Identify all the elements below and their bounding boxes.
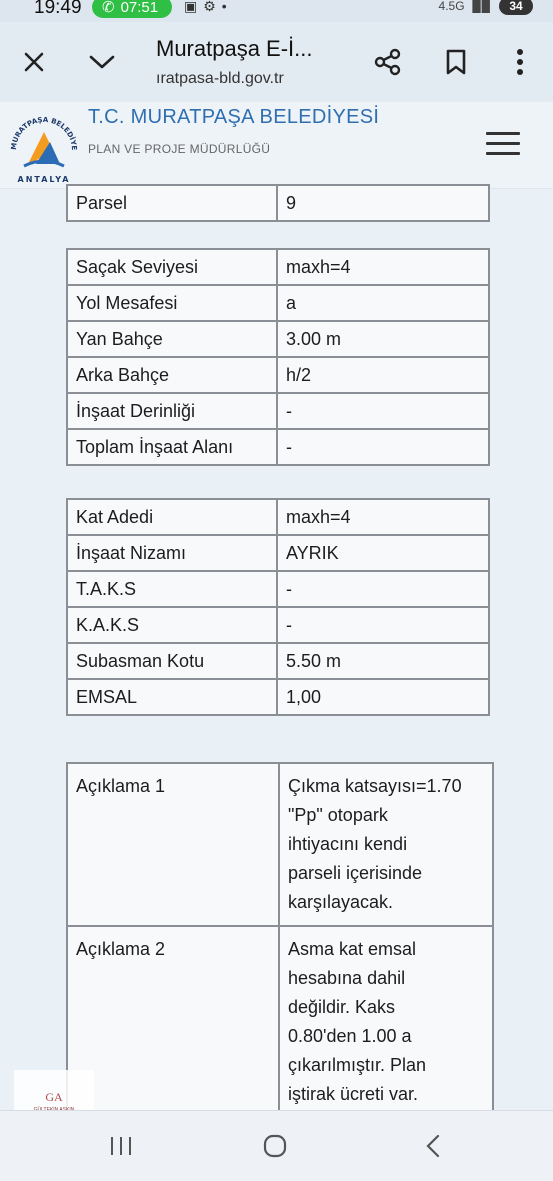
row-value: - [277,571,489,607]
row-value: AYRIK [277,535,489,571]
row-value: maxh=4 [277,249,489,285]
watermark-mark: GA [45,1090,63,1104]
row-value: 3.00 m [277,321,489,357]
status-right [439,0,533,15]
dot-icon: • [221,0,233,14]
system-nav-bar [0,1110,553,1181]
site-subtitle: PLAN VE PROJE MÜDÜRLÜĞÜ [88,142,271,156]
phone-icon: ✆ [102,0,115,16]
note-line: iştirak ücreti var. [288,1084,419,1104]
table-row [67,499,489,535]
row-value: - [277,393,489,429]
row-label: T.A.K.S [67,571,277,607]
share-icon[interactable] [368,42,408,82]
note-line: hesabına dahil [288,968,406,988]
note-line: Asma kat emsal [288,939,417,959]
row-label: Yan Bahçe [67,321,277,357]
row-value: h/2 [277,357,489,393]
note-value [279,926,493,1118]
row-label: Subasman Kotu [67,643,277,679]
recent-apps-icon[interactable] [106,1131,136,1161]
page-title[interactable]: Muratpaşa E-İ... [156,36,313,61]
site-title[interactable]: T.C. MURATPAŞA BELEDİYESİ [88,106,380,128]
network-type: 4.5G [438,0,465,13]
table-row [67,393,489,429]
call-timer: 07:51 [120,0,159,16]
notes-table [66,762,494,1119]
page-domain[interactable]: ıratpasa-bld.gov.tr [156,70,284,87]
chevron-down-icon[interactable] [82,42,122,82]
logo-city: ANTALYA [17,175,71,184]
home-icon[interactable] [260,1131,290,1161]
row-value: maxh=4 [277,499,489,535]
table-row [67,763,493,926]
notification-icons [184,0,233,15]
row-value: - [277,607,489,643]
row-label: Yol Mesafesi [67,285,277,321]
note-value [279,763,493,926]
logo-text: MURATPAŞA BELEDİYE [9,115,79,151]
status-time: 19:49 [34,0,82,18]
table-row [67,535,489,571]
table-row [67,926,493,1118]
note-line: "Pp" otopark [288,805,388,825]
parcel-table [66,184,490,222]
battery-icon: 34 [499,0,533,15]
building-table [66,498,490,716]
note-line: karşılayacak. [288,892,394,912]
row-value: 5.50 m [277,643,489,679]
table-row [67,321,489,357]
row-value: 1,00 [277,679,489,715]
table-row [67,607,489,643]
hamburger-menu-icon[interactable] [486,132,520,158]
table-row [67,679,489,715]
note-line: 0.80'den 1.00 a [288,1026,412,1046]
status-bar [0,0,553,22]
row-value: a [277,285,489,321]
row-label: K.A.K.S [67,607,277,643]
note-line: değildir. Kaks [288,997,396,1017]
call-indicator[interactable] [92,0,172,18]
site-header [0,102,553,189]
table-row [67,357,489,393]
row-value: - [277,429,489,465]
table-row [67,285,489,321]
municipality-logo[interactable] [6,108,82,184]
row-label: Saçak Seviyesi [67,249,277,285]
table-row [67,185,489,221]
row-label: İnşaat Nizamı [67,535,277,571]
table-row [67,643,489,679]
signal-icon: ▉▉ [472,0,491,13]
note-label: Açıklama 1 [67,763,279,926]
back-icon[interactable] [418,1131,448,1161]
more-vertical-icon[interactable] [500,42,540,82]
table-row [67,249,489,285]
note-label: Açıklama 2 [67,926,279,1118]
row-label: İnşaat Derinliği [67,393,277,429]
row-label: Parsel [67,185,277,221]
close-icon[interactable] [14,42,54,82]
gallery-icon: ▣ [184,0,204,14]
setbacks-table [66,248,490,466]
browser-toolbar [0,22,553,102]
table-row [67,429,489,465]
row-label: EMSAL [67,679,277,715]
note-line: Çıkma katsayısı=1.70 [288,776,462,796]
row-value: 9 [277,185,489,221]
row-label: Toplam İnşaat Alanı [67,429,277,465]
note-line: ihtiyacını kendi [288,834,408,854]
settings-small-icon: ⚙ [203,0,222,14]
row-label: Kat Adedi [67,499,277,535]
note-line: çıkarılmıştır. Plan [288,1055,427,1075]
row-label: Arka Bahçe [67,357,277,393]
note-line: parseli içerisinde [288,863,423,883]
bookmark-icon[interactable] [436,42,476,82]
table-row [67,571,489,607]
